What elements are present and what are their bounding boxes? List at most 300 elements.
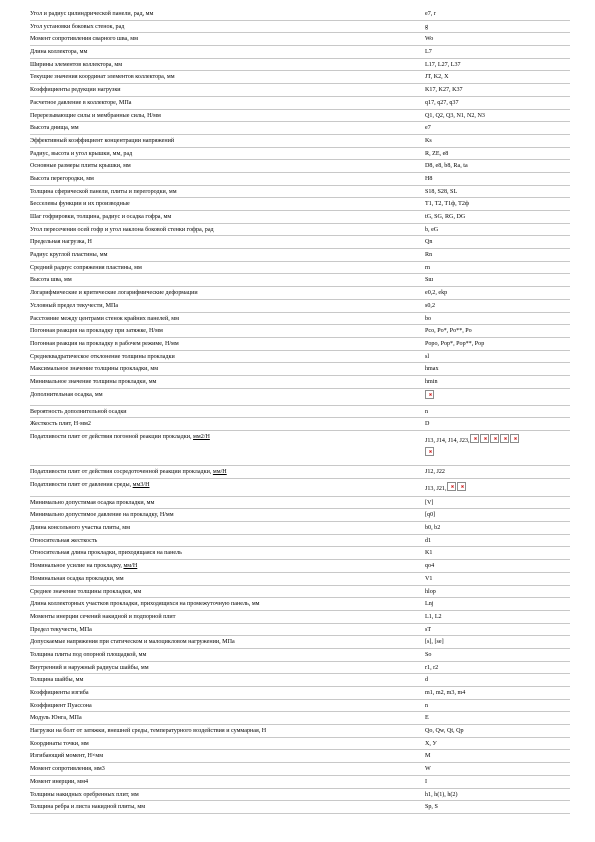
- table-row: [30, 338, 570, 351]
- table-row: [30, 186, 570, 199]
- description-text: Коэффициенты изгиба: [30, 690, 89, 696]
- table-row: [30, 300, 570, 313]
- notation-symbol: [425, 725, 570, 736]
- unit-text: мм3/Н: [132, 481, 150, 488]
- symbol-text: rn: [425, 264, 431, 271]
- symbol-text: h1, h(1), h(2): [425, 791, 458, 798]
- symbol-text: tG, SG, RG, DG: [425, 214, 466, 220]
- description-text: Максимальное значение толщины прокладки, мм: [30, 366, 159, 373]
- notation-description: [30, 351, 425, 362]
- broken-image-icon: [447, 482, 456, 491]
- notation-symbol: [425, 522, 570, 533]
- symbol-text: n: [425, 702, 429, 709]
- notation-table: [30, 8, 570, 814]
- symbol-text: X, У: [425, 740, 437, 747]
- table-row: [30, 71, 570, 84]
- notation-symbol: [425, 46, 570, 57]
- table-row: [30, 287, 570, 300]
- symbol-text: K1: [425, 550, 433, 557]
- notation-description: [30, 687, 425, 698]
- table-row: [30, 560, 570, 573]
- notation-description: [30, 725, 425, 736]
- notation-description: [30, 224, 425, 235]
- notation-symbol: [425, 21, 570, 32]
- table-row: [30, 687, 570, 700]
- notation-description: [30, 338, 425, 349]
- description-text: Длина консольного участка плиты, мм: [30, 525, 130, 532]
- notation-description: [30, 763, 425, 774]
- notation-symbol: [425, 662, 570, 673]
- notation-description: [30, 363, 425, 374]
- notation-symbol: [425, 406, 570, 417]
- table-row: [30, 649, 570, 662]
- notation-symbol: [425, 712, 570, 723]
- broken-image-icon: [500, 434, 509, 443]
- broken-image-icon: [425, 390, 434, 399]
- notation-description: [30, 135, 425, 146]
- notation-description: [30, 389, 425, 400]
- table-row: [30, 59, 570, 72]
- notation-description: [30, 313, 425, 324]
- notation-symbol: [425, 33, 570, 44]
- description-text: Логарифмические и критические логарифмические деформации: [30, 290, 198, 297]
- notation-description: [30, 497, 425, 508]
- symbol-text: e0,2, ekp: [425, 290, 448, 297]
- notation-symbol: [425, 363, 570, 374]
- table-row: [30, 135, 570, 148]
- symbol-text: d1: [425, 537, 432, 544]
- notation-symbol: [425, 674, 570, 685]
- notation-description: [30, 122, 425, 133]
- description-text: Шаг гофрировки, толщина, радиус и осадка гофра, мм: [30, 214, 172, 220]
- table-row: [30, 466, 570, 479]
- symbol-text: Pco, Po*, Po**, Po: [425, 328, 472, 335]
- notation-symbol: [425, 418, 570, 429]
- notation-description: [30, 376, 425, 387]
- table-row: [30, 262, 570, 275]
- table-row: [30, 274, 570, 287]
- table-row: [30, 662, 570, 675]
- symbol-text: R, ZE, е8: [425, 150, 449, 157]
- description-text: Дополнительная осадка, мм: [30, 391, 103, 398]
- description-text: Толщина ребра и листа накидной плиты, мм: [30, 804, 146, 811]
- table-row: [30, 573, 570, 586]
- table-row: [30, 789, 570, 802]
- notation-description: [30, 71, 425, 82]
- notation-symbol: [425, 789, 570, 800]
- symbol-text: m1, m2, m3, m4: [425, 690, 466, 696]
- broken-image-icon: [480, 434, 489, 443]
- notation-description: [30, 700, 425, 711]
- symbol-text: n: [425, 408, 429, 415]
- symbol-text: J12, J22: [425, 469, 445, 475]
- notation-symbol: [425, 224, 570, 235]
- notation-description: [30, 649, 425, 660]
- broken-image-icon: [490, 434, 499, 443]
- notation-description: [30, 236, 425, 247]
- notation-description: [30, 466, 425, 477]
- notation-symbol: [425, 262, 570, 273]
- description-text: Нагрузки на болт от затяжки, внешней среды, температурного воздействия и суммарная, Н: [30, 728, 267, 735]
- description-text: Толщины накидных оребренных плит, мм: [30, 791, 139, 798]
- notation-symbol: [425, 598, 570, 609]
- description-text: Жесткость плит, Н·мм2: [30, 421, 91, 428]
- notation-symbol: [425, 376, 570, 387]
- notation-description: [30, 611, 425, 622]
- symbol-text: So: [425, 651, 432, 658]
- notation-symbol: [425, 687, 570, 698]
- notation-symbol: [425, 148, 570, 159]
- symbol-text: D8, е8, b8, Ra, ta: [425, 163, 468, 170]
- description-text: Средний радиус сопряжения пластины, мм: [30, 264, 142, 271]
- description-text: Длина коллектора, мм: [30, 49, 88, 56]
- notation-description: [30, 547, 425, 558]
- table-row: [30, 236, 570, 249]
- table-row: [30, 160, 570, 173]
- notation-description: [30, 300, 425, 311]
- notation-description: [30, 750, 425, 761]
- notation-symbol: [425, 700, 570, 711]
- description-text: Толщина плиты под опорной площадкой, мм: [30, 651, 147, 658]
- symbol-text: s0,2: [425, 302, 435, 309]
- notation-description: [30, 624, 425, 635]
- description-text: Радиус, высота и угол крышки, мм, рад: [30, 150, 133, 157]
- description-text: Предел текучести, МПа: [30, 626, 92, 633]
- notation-symbol: [425, 236, 570, 247]
- table-row: [30, 313, 570, 326]
- table-row: [30, 418, 570, 431]
- unit-text: мм/Н: [123, 563, 138, 570]
- table-row: [30, 148, 570, 161]
- symbol-text: Qo, Qw, Qt, Qp: [425, 728, 464, 735]
- table-row: [30, 8, 570, 21]
- description-text: Предельная нагрузка, Н: [30, 239, 92, 246]
- notation-description: [30, 535, 425, 546]
- notation-description: [30, 801, 425, 812]
- table-row: [30, 776, 570, 789]
- description-text: Текущие значения координат элементов коллектора, мм: [30, 74, 175, 81]
- description-text: Минимально допустимая осадка прокладки, мм: [30, 499, 155, 506]
- notation-symbol: [425, 300, 570, 311]
- symbol-text: d: [425, 677, 429, 684]
- table-row: [30, 611, 570, 624]
- table-row: [30, 674, 570, 687]
- notation-symbol: [425, 636, 570, 647]
- notation-description: [30, 712, 425, 723]
- table-row: [30, 97, 570, 110]
- symbol-text: b, eG: [425, 226, 439, 233]
- description-text: Минимальное значение толщины прокладки, мм: [30, 378, 157, 385]
- description-text: Толщина шайбы, мм: [30, 677, 84, 684]
- symbol-text: Sp, S: [425, 804, 438, 811]
- unit-text: мм/Н: [212, 469, 227, 475]
- description-text: Момент сопротивления, мм3: [30, 766, 105, 773]
- notation-symbol: [425, 479, 570, 495]
- symbol-text: hmin: [425, 378, 438, 385]
- notation-symbol: [425, 611, 570, 622]
- symbol-text: r1, r2: [425, 664, 439, 671]
- notation-symbol: [425, 211, 570, 222]
- notation-description: [30, 148, 425, 159]
- table-row: [30, 249, 570, 262]
- table-row: [30, 389, 570, 406]
- notation-description: [30, 110, 425, 121]
- description-text: Внутренний и наружный радиусы шайбы, мм: [30, 664, 149, 671]
- symbol-text: Ks: [425, 137, 432, 144]
- symbol-text: е7: [425, 125, 431, 132]
- table-row: [30, 712, 570, 725]
- symbol-text: Wo: [425, 36, 434, 43]
- notation-symbol: [425, 110, 570, 121]
- symbol-text: [q0]: [425, 512, 436, 519]
- table-row: [30, 198, 570, 211]
- table-row: [30, 406, 570, 419]
- notation-description: [30, 186, 425, 197]
- description-text: Среднее значение толщины прокладки, мм: [30, 588, 142, 595]
- description-text: Условный предел текучести, МПа: [30, 302, 119, 309]
- table-row: [30, 636, 570, 649]
- description-text: Момент инерции, мм4: [30, 778, 89, 785]
- table-row: [30, 363, 570, 376]
- notation-description: [30, 431, 425, 442]
- notation-description: [30, 46, 425, 57]
- symbol-text: JT, K2, X: [425, 74, 449, 81]
- symbol-text: T1, T2, T1ф, T2ф: [425, 201, 469, 208]
- notation-description: [30, 479, 425, 490]
- description-text: Погонная реакция на прокладку при затяжке, Н/мм: [30, 328, 163, 335]
- table-row: [30, 33, 570, 46]
- table-row: [30, 700, 570, 713]
- table-row: [30, 46, 570, 59]
- notation-description: [30, 598, 425, 609]
- description-text: Высота шва, мм: [30, 277, 72, 284]
- description-text: Минимально допустимое давление на прокладку, Н/мм: [30, 512, 174, 519]
- table-row: [30, 547, 570, 560]
- symbol-text: hlop: [425, 588, 436, 595]
- symbol-text: [s], [se]: [425, 639, 444, 646]
- table-row: [30, 586, 570, 599]
- description-text: Модуль Юнга, МПа: [30, 715, 82, 722]
- description-text: Бесселевы функции и их производные: [30, 201, 130, 208]
- notation-description: [30, 662, 425, 673]
- notation-symbol: [425, 313, 570, 324]
- notation-symbol: [425, 8, 570, 19]
- broken-image-icon: [425, 447, 434, 456]
- table-row: [30, 624, 570, 637]
- notation-description: [30, 287, 425, 298]
- notation-symbol: [425, 535, 570, 546]
- symbol-text: е7, r: [425, 11, 436, 17]
- notation-description: [30, 674, 425, 685]
- symbol-text: E: [425, 715, 429, 722]
- notation-description: [30, 198, 425, 209]
- symbol-text: J13, J21,: [425, 485, 447, 492]
- symbol-text: Rn: [425, 252, 433, 259]
- description-text: Номинальное усилие на прокладку,: [30, 563, 124, 570]
- notation-symbol: [425, 547, 570, 558]
- description-text: Податливости плит от давления среды,: [30, 481, 133, 488]
- notation-symbol: [425, 573, 570, 584]
- description-text: Расчетное давление в коллекторе, МПа: [30, 99, 132, 106]
- broken-image-icon: [457, 482, 466, 491]
- symbol-text: q17, q27, q37: [425, 99, 459, 106]
- table-row: [30, 598, 570, 611]
- symbol-text: L17, L27, L37: [425, 61, 461, 68]
- notation-description: [30, 325, 425, 336]
- notation-symbol: [425, 776, 570, 787]
- table-row: [30, 479, 570, 497]
- description-text: Ширины элементов коллектора, мм: [30, 61, 123, 68]
- description-text: Длина коллекторных участков прокладки, приходящихся на промежуточную панель, мм: [30, 601, 260, 608]
- symbol-text: g: [425, 23, 429, 30]
- notation-symbol: [425, 509, 570, 520]
- description-text: Податливости плит от действия сосредоточенной реакции прокладки,: [30, 469, 213, 475]
- description-text: Моменты инерции сечений накидной и подпорной плит: [30, 613, 176, 620]
- description-text: Перерезывающие силы и мембранные силы, Н/мм: [30, 112, 161, 119]
- table-row: [30, 535, 570, 548]
- table-row: [30, 211, 570, 224]
- notation-symbol: [425, 59, 570, 70]
- symbol-text: b0, b2: [425, 525, 441, 532]
- notation-symbol: [425, 649, 570, 660]
- symbol-text: bo: [425, 315, 432, 322]
- symbol-text: sT: [425, 626, 432, 633]
- notation-symbol: [425, 84, 570, 95]
- symbol-text: S18, S28, SL: [425, 188, 458, 195]
- notation-symbol: [425, 586, 570, 597]
- symbol-text: hmax: [425, 366, 439, 373]
- notation-symbol: [425, 431, 570, 460]
- notation-description: [30, 59, 425, 70]
- description-text: Момент сопротивления сварного шва, мм: [30, 36, 138, 43]
- description-text: Номинальная осадка прокладки, мм: [30, 575, 124, 582]
- notation-symbol: [425, 624, 570, 635]
- table-row: [30, 122, 570, 135]
- description-text: Относительная жесткость: [30, 537, 98, 544]
- symbol-text: qo4: [425, 563, 435, 570]
- description-text: Угол пересечения осей гофр и угол наклона боковой стенки гофра, рад: [30, 226, 214, 233]
- description-text: Угол и радиус цилиндрической панели, рад, мм: [30, 11, 154, 17]
- broken-image-icon: [510, 434, 519, 443]
- table-row: [30, 509, 570, 522]
- notation-symbol: [425, 750, 570, 761]
- notation-description: [30, 274, 425, 285]
- symbol-text: sl: [425, 353, 430, 360]
- notation-description: [30, 789, 425, 800]
- notation-symbol: [425, 97, 570, 108]
- notation-symbol: [425, 287, 570, 298]
- notation-description: [30, 560, 425, 571]
- notation-symbol: [425, 274, 570, 285]
- table-row: [30, 173, 570, 186]
- table-row: [30, 738, 570, 751]
- table-row: [30, 110, 570, 123]
- table-row: [30, 21, 570, 34]
- notation-description: [30, 509, 425, 520]
- symbol-text: W: [425, 766, 431, 773]
- notation-symbol: [425, 325, 570, 336]
- notation-symbol: [425, 560, 570, 571]
- notation-description: [30, 173, 425, 184]
- description-text: Коэффициент Пуассона: [30, 702, 92, 709]
- symbol-text: J13, J14, J14, J23,: [425, 438, 470, 444]
- notation-symbol: [425, 198, 570, 209]
- table-row: [30, 84, 570, 97]
- symbol-text: M: [425, 753, 431, 760]
- table-row: [30, 801, 570, 814]
- notation-symbol: [425, 135, 570, 146]
- notation-symbol: [425, 497, 570, 508]
- notation-description: [30, 738, 425, 749]
- broken-image-icon: [470, 434, 479, 443]
- table-row: [30, 497, 570, 510]
- notation-symbol: [425, 186, 570, 197]
- description-text: Координаты точки, мм: [30, 740, 89, 747]
- notation-description: [30, 33, 425, 44]
- symbol-text: I: [425, 778, 428, 785]
- notation-symbol: [425, 763, 570, 774]
- notation-symbol: [425, 249, 570, 260]
- symbol-text: Qn: [425, 239, 433, 246]
- notation-symbol: [425, 173, 570, 184]
- description-text: Радиус круглой пластины, мм: [30, 252, 108, 259]
- symbol-text: Sш: [425, 277, 434, 284]
- notation-description: [30, 776, 428, 787]
- notation-description: [30, 84, 425, 95]
- symbol-text: Lnj: [425, 601, 434, 608]
- notation-description: [30, 573, 425, 584]
- table-row: [30, 522, 570, 535]
- notation-symbol: [425, 351, 570, 362]
- table-row: [30, 725, 570, 738]
- description-text: Относительная длина прокладки, приходящаяся на панель: [30, 550, 182, 557]
- symbol-text: D: [425, 421, 430, 428]
- description-text: Погонная реакция на прокладку в рабочем режиме, Н/мм: [30, 340, 179, 347]
- description-text: Коэффициенты редукции нагрузки: [30, 87, 121, 94]
- description-text: Угол установки боковых стенок, рад: [30, 23, 125, 30]
- notation-description: [30, 249, 425, 260]
- table-row: [30, 431, 570, 466]
- symbol-text: K17, K27, K37: [425, 87, 463, 94]
- symbol-text: L1, L2: [425, 613, 442, 620]
- notation-description: [30, 21, 425, 32]
- notation-symbol: [425, 338, 570, 349]
- symbol-text: H8: [425, 175, 433, 182]
- table-row: [30, 763, 570, 776]
- description-text: Вероятность дополнительной осадки: [30, 408, 127, 415]
- notation-description: [30, 636, 425, 647]
- notation-symbol: [425, 71, 570, 82]
- notation-symbol: [425, 738, 570, 749]
- description-text: Податливости плит от действия погонной реакции прокладки,: [30, 434, 194, 440]
- description-text: Толщина сферической панели, плиты и перегородки, мм: [30, 188, 177, 195]
- description-text: Основные размеры плиты крышки, мм: [30, 163, 131, 170]
- description-text: Эффективный коэффициент концентрации напряжений: [30, 137, 175, 144]
- symbol-text: V1: [425, 575, 433, 582]
- table-row: [30, 325, 570, 338]
- notation-symbol: [425, 801, 570, 812]
- notation-description: [30, 160, 425, 171]
- symbol-text: [V]: [425, 499, 434, 506]
- notation-symbol: [425, 389, 570, 403]
- table-row: [30, 376, 570, 389]
- notation-symbol: [425, 122, 570, 133]
- notation-description: [30, 586, 425, 597]
- notation-description: [30, 522, 425, 533]
- description-text: Высота днища, мм: [30, 125, 79, 132]
- description-text: Среднеквадратическое отклонение толщины прокладки: [30, 353, 175, 360]
- notation-description: [30, 8, 425, 19]
